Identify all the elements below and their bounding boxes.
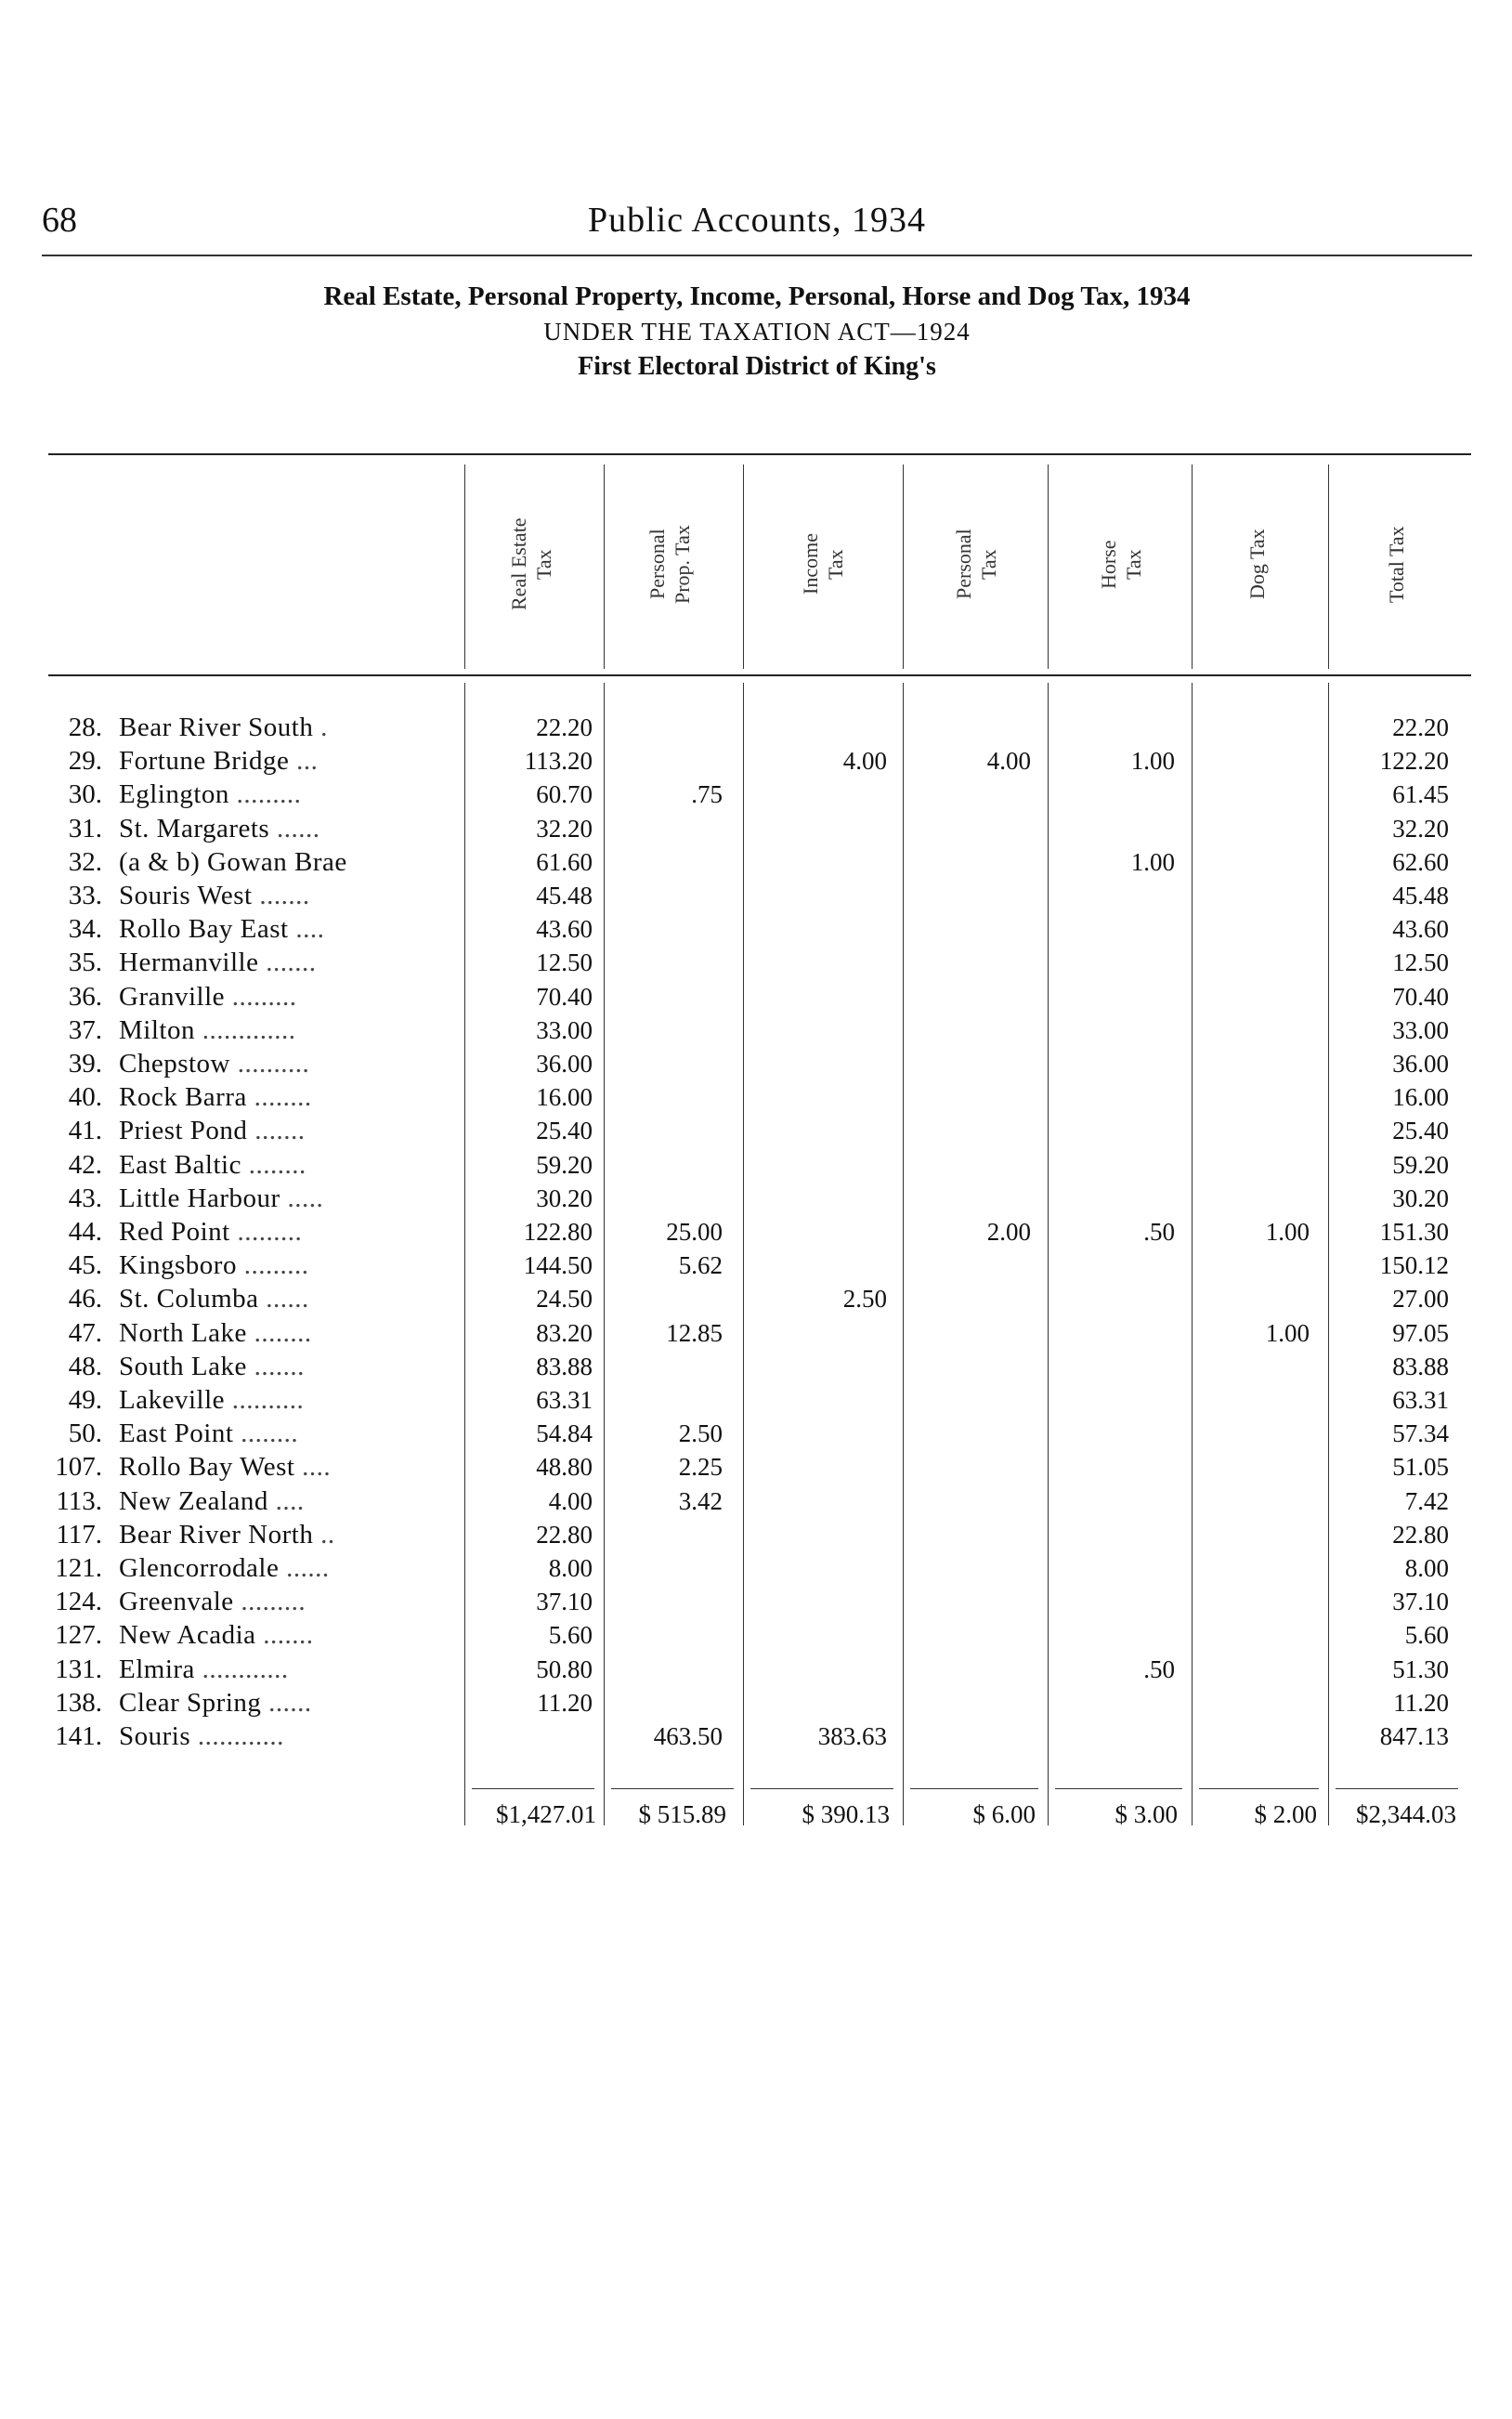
cell-real-estate: 33.00: [536, 1015, 593, 1044]
district-name: [119, 1350, 453, 1383]
district-name-text: Fortune Bridge: [119, 746, 290, 777]
district-name-text: Priest Pond: [119, 1116, 248, 1146]
district-name: [119, 1282, 453, 1315]
leader-dots: .......: [246, 1351, 305, 1381]
table-subtitle: UNDER THE TAXATION ACT—1924: [543, 318, 971, 346]
column-header-total: [1384, 469, 1412, 660]
cell-total: 61.45: [1392, 780, 1449, 809]
cell-real-estate: 5.60: [548, 1621, 593, 1650]
table-row: [0, 1551, 1512, 1585]
leader-dots: ....: [294, 1452, 332, 1483]
row-number: 32.: [68, 846, 102, 877]
table-row: [0, 1719, 1512, 1753]
column-header-personal: [951, 469, 1003, 660]
table-row: [0, 1114, 1512, 1147]
row-number: 28.: [68, 713, 102, 742]
cell-total: 51.30: [1392, 1654, 1449, 1683]
district-name-text: Lakeville: [119, 1385, 226, 1415]
column-divider: [903, 464, 904, 669]
table-row: [0, 980, 1512, 1013]
cell-total: 11.20: [1393, 1688, 1449, 1717]
district-name-text: Glencorrodale: [119, 1553, 280, 1583]
cell-total: 27.00: [1392, 1285, 1449, 1314]
cell-total: 150.12: [1379, 1251, 1449, 1280]
cell-personal-prop: 12.85: [666, 1318, 723, 1347]
cell-real-estate: 16.00: [536, 1083, 593, 1112]
row-number: 40.: [68, 1082, 102, 1113]
district-name-text: Souris West: [119, 881, 253, 910]
column-header-label: Personal: [952, 529, 975, 600]
table-row: [0, 1249, 1512, 1282]
district-name-text: Elmira: [119, 1654, 195, 1684]
district-name: [119, 1013, 453, 1047]
district-name-text: Greenvale: [119, 1587, 234, 1617]
leader-dots: .........: [229, 1217, 303, 1247]
cell-real-estate: 36.00: [536, 1050, 593, 1078]
district-name: [119, 845, 453, 879]
leader-dots: ..........: [230, 1049, 310, 1079]
district-name-text: Granville: [119, 981, 226, 1012]
cell-personal-prop: 3.42: [678, 1486, 723, 1515]
district-name-text: Rollo Bay West: [119, 1452, 295, 1483]
table-row: [0, 1282, 1512, 1315]
column-divider: [1328, 464, 1329, 669]
leader-dots: .........: [236, 1250, 309, 1281]
cell-total: 32.20: [1392, 814, 1449, 843]
column-header-real-estate: [506, 469, 558, 660]
cell-real-estate: 22.20: [536, 713, 593, 741]
district-name: [119, 1551, 453, 1585]
cell-total: 7.42: [1404, 1486, 1449, 1515]
table-row: [0, 744, 1512, 778]
district-name-text: North Lake: [119, 1317, 247, 1348]
total-rule: [1336, 1788, 1458, 1789]
cell-total: 97.05: [1392, 1318, 1449, 1347]
cell-horse: 1.00: [1130, 847, 1175, 876]
district-name: [119, 1080, 453, 1114]
district-name-text: Kingsboro: [119, 1250, 237, 1281]
cell-real-estate: 4.00: [548, 1486, 593, 1515]
table-row: [0, 1383, 1512, 1417]
cell-total: 36.00: [1392, 1050, 1449, 1078]
column-header-label: Tax: [824, 549, 847, 580]
cell-real-estate: 61.60: [536, 847, 593, 876]
leader-dots: ........: [233, 1419, 299, 1449]
column-header-label: Tax: [1122, 549, 1145, 580]
row-number: 127.: [55, 1620, 102, 1651]
cell-total: 59.20: [1392, 1150, 1449, 1179]
district-name-text: Rock Barra: [119, 1082, 247, 1113]
cell-real-estate: 54.84: [536, 1419, 593, 1448]
district-name-text: New Acadia: [119, 1620, 256, 1651]
total-dog: $ 2.00: [1254, 1800, 1317, 1828]
cell-income: 383.63: [817, 1722, 887, 1750]
row-number: 49.: [68, 1385, 102, 1415]
column-header-label: Income: [799, 533, 822, 595]
district-name: [119, 912, 453, 946]
column-header-label: Tax: [977, 549, 1000, 580]
table-row: [0, 1148, 1512, 1182]
table-title-block: [42, 279, 1472, 385]
column-header-label: Real Estate: [507, 517, 530, 611]
row-number: 50.: [68, 1419, 102, 1449]
row-number: 45.: [68, 1250, 102, 1281]
row-number: 30.: [68, 779, 102, 810]
row-number: 46.: [68, 1284, 102, 1314]
column-divider: [1192, 464, 1193, 669]
cell-total: 12.50: [1392, 948, 1449, 977]
leader-dots: ..: [313, 1519, 335, 1549]
cell-total: 25.40: [1392, 1117, 1449, 1145]
row-number: 33.: [68, 881, 102, 910]
cell-total: 43.60: [1392, 915, 1449, 944]
table-row: [0, 1182, 1512, 1215]
cell-real-estate: 50.80: [536, 1654, 593, 1683]
table-row: [0, 1350, 1512, 1383]
cell-real-estate: 37.10: [536, 1588, 593, 1616]
total-rule: [1055, 1788, 1182, 1789]
row-number: 31.: [68, 813, 102, 843]
leader-dots: ............: [190, 1721, 284, 1751]
row-number: 44.: [68, 1217, 102, 1247]
cell-total: 30.20: [1392, 1183, 1449, 1212]
row-number: 43.: [68, 1183, 102, 1213]
district-name-text: (a & b) Gowan Brae: [119, 846, 347, 877]
leader-dots: ....: [288, 914, 325, 945]
district-name: [119, 1719, 453, 1753]
leader-dots: .......: [255, 1620, 314, 1651]
column-divider: [464, 464, 465, 669]
cell-real-estate: 60.70: [536, 780, 593, 809]
district-name-text: Red Point: [119, 1217, 230, 1247]
cell-personal-prop: 5.62: [678, 1251, 723, 1280]
cell-total: 83.88: [1392, 1352, 1449, 1380]
leader-dots: .......: [247, 1116, 306, 1146]
cell-total: 5.60: [1404, 1621, 1449, 1650]
district-name: [119, 1047, 453, 1080]
district-name: [119, 778, 453, 811]
cell-total: 847.13: [1379, 1722, 1449, 1750]
district-title: First Electoral District of King's: [578, 352, 936, 381]
row-number: 131.: [55, 1654, 102, 1684]
cell-personal: 2.00: [986, 1218, 1031, 1246]
row-number: 121.: [55, 1553, 102, 1583]
cell-real-estate: 144.50: [523, 1251, 593, 1280]
cell-horse: .50: [1143, 1654, 1175, 1683]
cell-personal-prop: .75: [691, 780, 723, 809]
cell-real-estate: 24.50: [536, 1285, 593, 1314]
row-number: 117.: [56, 1519, 102, 1549]
cell-real-estate: 25.40: [536, 1117, 593, 1145]
row-number: 124.: [55, 1587, 102, 1617]
leader-dots: .......: [258, 948, 317, 978]
page-header: [42, 200, 1472, 246]
table-row: [0, 845, 1512, 879]
row-number: 29.: [68, 746, 102, 777]
row-number: 141.: [55, 1721, 102, 1751]
leader-dots: ....: [267, 1485, 305, 1516]
total-rule: [1199, 1788, 1319, 1789]
cell-real-estate: 83.88: [536, 1352, 593, 1380]
cell-real-estate: 63.31: [536, 1386, 593, 1414]
cell-total: 62.60: [1392, 847, 1449, 876]
leader-dots: .......: [252, 881, 310, 910]
cell-real-estate: 32.20: [536, 814, 593, 843]
district-name-text: Milton: [119, 1014, 195, 1045]
table-row: [0, 879, 1512, 912]
district-name-text: St. Columba: [119, 1284, 259, 1314]
cell-real-estate: 83.20: [536, 1318, 593, 1347]
row-number: 35.: [68, 948, 102, 978]
table-row: [0, 1686, 1512, 1719]
district-name: [119, 1450, 453, 1484]
leader-dots: ...: [289, 746, 319, 777]
row-number: 138.: [55, 1687, 102, 1718]
row-number: 107.: [55, 1452, 102, 1483]
column-divider: [743, 464, 744, 669]
cell-total: 45.48: [1392, 882, 1449, 909]
cell-real-estate: 122.80: [523, 1218, 593, 1246]
page-number: 68: [42, 201, 77, 240]
district-name: [119, 1114, 453, 1147]
district-name-text: Souris: [119, 1721, 191, 1751]
table-top-rule: [48, 453, 1471, 455]
district-name-text: Rollo Bay East: [119, 914, 289, 945]
cell-real-estate: 30.20: [536, 1183, 593, 1212]
row-number: 34.: [68, 914, 102, 945]
table-row: [0, 1215, 1512, 1249]
cell-total: 122.20: [1379, 747, 1449, 776]
leader-dots: .........: [225, 981, 297, 1012]
cell-real-estate: 12.50: [536, 948, 593, 977]
leader-dots: ........: [246, 1082, 312, 1113]
running-title: Public Accounts, 1934: [587, 201, 927, 240]
table-title: Real Estate, Personal Property, Income, Personal, Horse and Dog Tax, 1934: [323, 281, 1191, 311]
cell-real-estate: 59.20: [536, 1150, 593, 1179]
cell-dog: 1.00: [1265, 1218, 1310, 1246]
column-header-income: [798, 469, 850, 660]
cell-total: 63.31: [1392, 1386, 1449, 1414]
cell-personal-prop: 463.50: [653, 1722, 723, 1750]
row-number: 37.: [68, 1014, 102, 1045]
row-number: 48.: [68, 1351, 102, 1381]
column-divider: [604, 464, 605, 669]
column-header-label: Dog Tax: [1245, 529, 1269, 600]
cell-total: 16.00: [1392, 1083, 1449, 1112]
district-name-text: New Zealand: [119, 1485, 268, 1516]
header-bottom-rule: [48, 674, 1471, 676]
district-name-text: Eglington: [119, 779, 229, 810]
total-rule: [611, 1788, 734, 1789]
district-name-text: St. Margarets: [119, 813, 270, 843]
table-row: [0, 1450, 1512, 1484]
cell-horse: .50: [1143, 1218, 1175, 1246]
cell-real-estate: 43.60: [536, 915, 593, 944]
table-row: [0, 1585, 1512, 1618]
cell-income: 2.50: [842, 1285, 887, 1314]
district-name: [119, 1215, 453, 1249]
leader-dots: ......: [269, 813, 320, 843]
district-name-text: Hermanville: [119, 948, 259, 978]
leader-dots: ............: [194, 1654, 289, 1684]
column-header-label: Prop. Tax: [671, 525, 694, 604]
cell-personal: 4.00: [986, 747, 1031, 776]
district-name: [119, 744, 453, 778]
table-row: [0, 1080, 1512, 1114]
district-name-text: East Baltic: [119, 1149, 241, 1180]
column-header-label: Personal: [645, 529, 669, 600]
table-row: [0, 1618, 1512, 1652]
row-number: 42.: [68, 1149, 102, 1180]
row-number: 39.: [68, 1049, 102, 1079]
district-name-text: Bear River South: [119, 713, 314, 742]
cell-personal-prop: 25.00: [666, 1218, 723, 1246]
district-name: [119, 1417, 453, 1450]
district-name: [119, 711, 453, 744]
table-row: [0, 1316, 1512, 1350]
table-row: [0, 1484, 1512, 1518]
leader-dots: ......: [261, 1687, 312, 1718]
district-name-text: East Point: [119, 1419, 234, 1449]
cell-real-estate: 11.20: [537, 1688, 593, 1717]
cell-total: 70.40: [1392, 982, 1449, 1011]
cell-total: 8.00: [1404, 1554, 1449, 1582]
table-row: [0, 1047, 1512, 1080]
table-row: [0, 1417, 1512, 1450]
district-name: [119, 946, 453, 979]
table-row: [0, 1518, 1512, 1551]
table-row: [0, 812, 1512, 845]
cell-personal-prop: 2.50: [678, 1419, 723, 1448]
leader-dots: ......: [279, 1553, 330, 1583]
cell-total: 51.05: [1392, 1453, 1449, 1482]
district-name: [119, 1618, 453, 1652]
district-name-text: Chepstow: [119, 1049, 230, 1079]
table-row: [0, 711, 1512, 744]
column-header-label: Tax: [532, 549, 555, 580]
cell-dog: 1.00: [1265, 1318, 1310, 1347]
row-number: 36.: [68, 981, 102, 1012]
leader-dots: .: [313, 713, 328, 742]
header-rule: [42, 255, 1472, 256]
cell-personal-prop: 2.25: [678, 1453, 723, 1482]
district-name-text: Bear River North: [119, 1519, 314, 1549]
cell-total: 22.80: [1392, 1520, 1449, 1549]
leader-dots: ..........: [225, 1385, 305, 1415]
leader-dots: .........: [233, 1587, 306, 1617]
district-name: [119, 879, 453, 912]
district-name: [119, 1383, 453, 1417]
cell-total: 33.00: [1392, 1015, 1449, 1044]
total-personal: $ 6.00: [972, 1800, 1036, 1828]
district-name-text: Clear Spring: [119, 1687, 262, 1718]
total-rule: [472, 1788, 594, 1789]
table-row: [0, 778, 1512, 811]
cell-real-estate: 113.20: [524, 747, 593, 776]
leader-dots: ........: [241, 1149, 306, 1180]
total-rule: [750, 1788, 893, 1789]
cell-total: 22.20: [1392, 713, 1449, 741]
cell-real-estate: 70.40: [536, 982, 593, 1011]
cell-real-estate: 8.00: [548, 1554, 593, 1582]
table-row: [0, 946, 1512, 979]
column-header-dog: [1245, 469, 1272, 660]
cell-horse: 1.00: [1130, 747, 1175, 776]
district-name: [119, 812, 453, 845]
leader-dots: ......: [258, 1284, 309, 1314]
district-name: [119, 1686, 453, 1719]
district-name: [119, 1249, 453, 1282]
totals-row: [0, 1796, 1512, 1833]
total-total: $2,344.03: [1356, 1800, 1456, 1828]
district-name: [119, 1148, 453, 1182]
leader-dots: .....: [280, 1183, 324, 1213]
column-header-label: Horse: [1097, 540, 1120, 589]
table-row: [0, 912, 1512, 946]
row-number: 47.: [68, 1317, 102, 1348]
column-header-horse: [1096, 469, 1148, 660]
table-row: [0, 1653, 1512, 1686]
district-name-text: South Lake: [119, 1351, 247, 1381]
leader-dots: .........: [228, 779, 302, 810]
row-number: 41.: [68, 1116, 102, 1146]
cell-total: 57.34: [1392, 1419, 1449, 1448]
district-name: [119, 1653, 453, 1686]
leader-dots: ........: [246, 1317, 312, 1348]
column-header-personal-prop: [645, 469, 697, 660]
total-rule: [910, 1788, 1038, 1789]
district-name: [119, 980, 453, 1013]
row-number: 113.: [56, 1485, 102, 1516]
district-name: [119, 1518, 453, 1551]
cell-income: 4.00: [842, 747, 887, 776]
total-personal-prop: $ 515.89: [638, 1800, 726, 1828]
total-income: $ 390.13: [802, 1800, 890, 1828]
table-row: [0, 1013, 1512, 1047]
cell-real-estate: 22.80: [536, 1520, 593, 1549]
cell-total: 37.10: [1392, 1588, 1449, 1616]
district-name-text: Little Harbour: [119, 1183, 280, 1213]
district-name: [119, 1484, 453, 1518]
district-name: [119, 1585, 453, 1618]
total-horse: $ 3.00: [1114, 1800, 1178, 1828]
district-name: [119, 1182, 453, 1215]
column-divider: [1048, 464, 1049, 669]
cell-total: 151.30: [1379, 1218, 1449, 1246]
district-name: [119, 1316, 453, 1350]
total-real-estate: $1,427.01: [496, 1800, 596, 1828]
cell-real-estate: 45.48: [536, 882, 593, 909]
cell-real-estate: 48.80: [536, 1453, 593, 1482]
column-header-label: Total Tax: [1385, 526, 1408, 603]
leader-dots: .............: [194, 1014, 296, 1045]
